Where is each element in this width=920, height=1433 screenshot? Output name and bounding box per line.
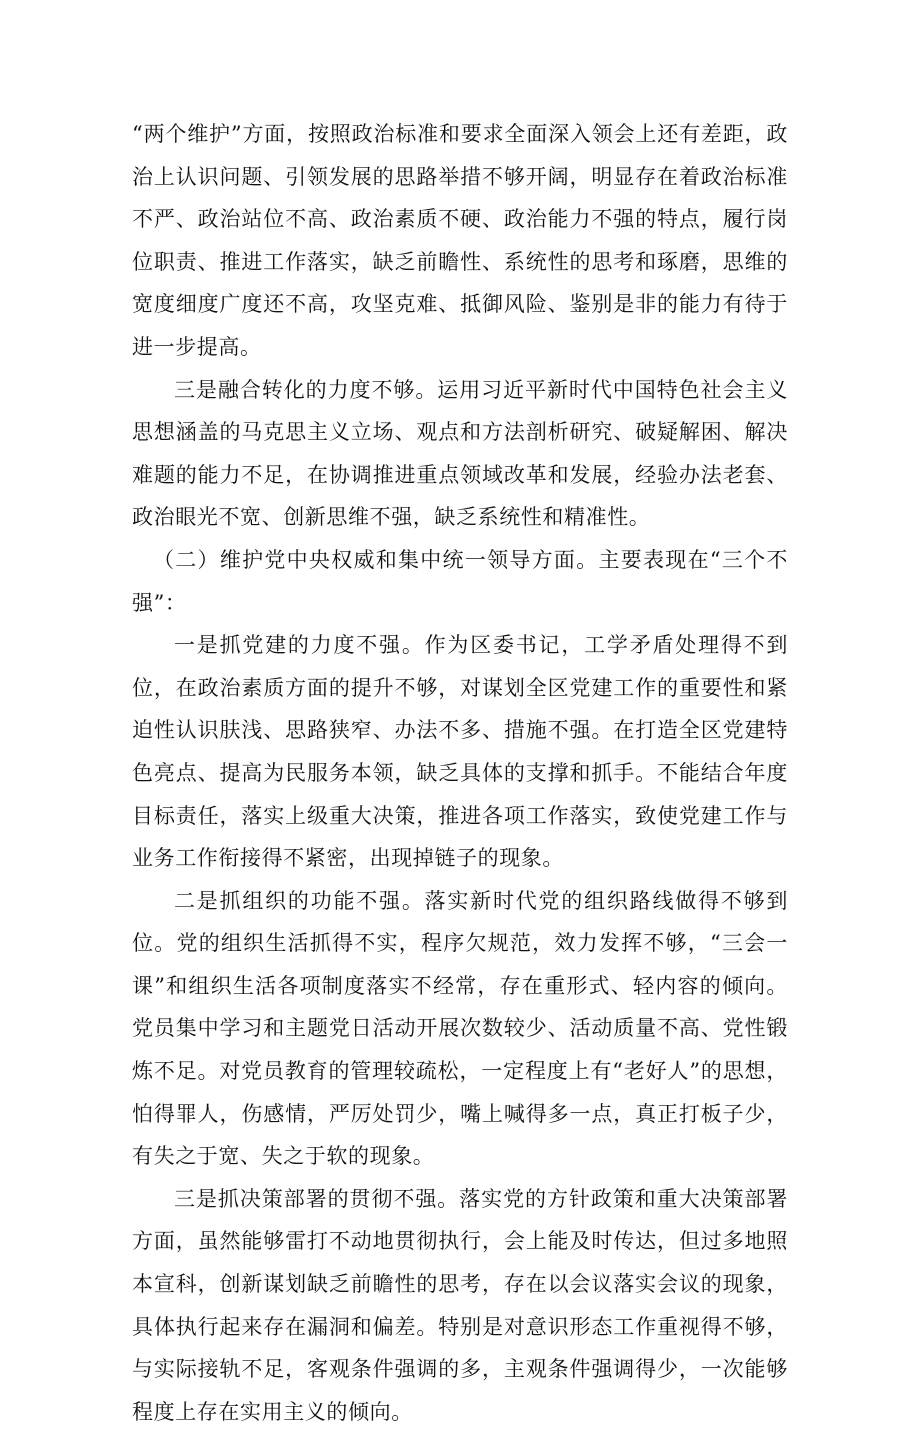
section-heading: （二）维护党中央权威和集中统一领导方面。主要表现在“三个不强”： bbox=[132, 547, 788, 615]
paragraph-point-two: 二是抓组织的功能不强。落实新时代党的组织路线做得不够到位。党的组织生活抓得不实，程序欠规范，效力发挥不够，“三会一课”和组织生活各项制度落实不经常，存在重形式、轻内容的倾向。党员集中学习和主题党日活动开展次数较少、活动质量不高、党性锻炼不足。对党员教育的管理较疏松，一定程度上有“老好人”的思想，怕得罪人，伤感情，严厉处罚少，嘴上喊得多一点，真正打板子少，有失之于宽、失之于软的现象。 bbox=[132, 888, 788, 1169]
paragraph-point-three-b: 三是抓决策部署的贯彻不强。落实党的方针政策和重大决策部署方面，虽然能够雷打不动地贯彻执行，会上能及时传达，但过多地照本宣科，创新谋划缺乏前瞻性的思考，存在以会议落实会议的现象，具体执行起来存在漏洞和偏差。特别是对意识形态工作重视得不够，与实际接轨不足，客观条件强调的多，主观条件强调得少，一次能够程度上存在实用主义的倾向。 bbox=[132, 1186, 788, 1424]
paragraph-continued: “两个维护”方面，按照政治标准和要求全面深入领会上还有差距，政治上认识问题、引领发展的思路举措不够开阔，明显存在着政治标准不严、政治站位不高、政治素质不硬、政治能力不强的特点，履行岗位职责、推进工作落实，缺乏前瞻性、系统性的思考和琢磨，思维的宽度细度广度还不高，攻坚克难、抵御风险、鉴别是非的能力有待于进一步提高。 bbox=[132, 122, 788, 359]
paragraph-point-one: 一是抓党建的力度不强。作为区委书记，工学矛盾处理得不到位，在政治素质方面的提升不够，对谋划全区党建工作的重要性和紧迫性认识肤浅、思路狭窄、办法不多、措施不强。在打造全区党建特色亮点、提高为民服务本领，缺乏具体的支撑和抓手。不能结合年度目标责任，落实上级重大决策，推进各项工作落实，致使党建工作与业务工作衔接得不紧密，出现掉链子的现象。 bbox=[132, 633, 788, 871]
document-body bbox=[132, 113, 788, 1433]
paragraph-point-three: 三是融合转化的力度不够。运用习近平新时代中国特色社会主义思想涵盖的马克思主义立场、观点和方法剖析研究、破疑解困、解决难题的能力不足，在协调推进重点领域改革和发展，经验办法老套、政治眼光不宽、创新思维不强，缺乏系统性和精准性。 bbox=[132, 377, 788, 530]
